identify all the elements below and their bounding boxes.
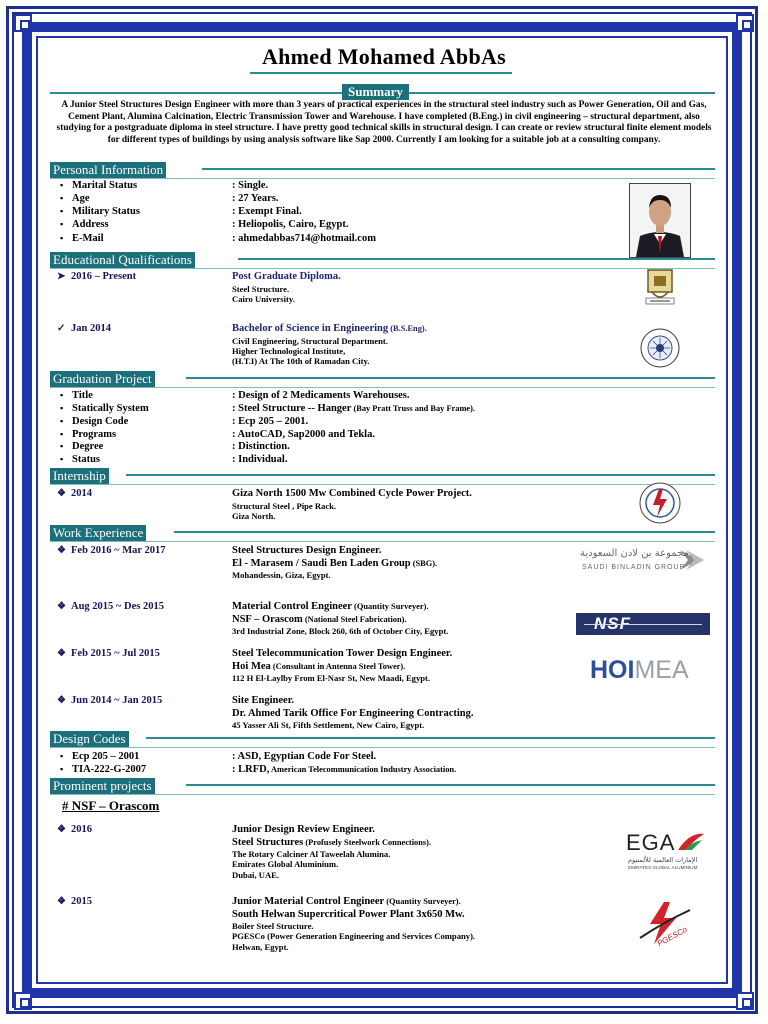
education-date: ➤ 2016 – Present	[57, 271, 137, 282]
project-entry: Junior Material Control Engineer (Quantity Surveyer). South Helwan Supercritical Power Plant 3x650 Mw. Boiler Steel Structure. PGESCo (Power Generation Engineering and Services Company). Helwan, Egypt.	[232, 896, 476, 952]
corner-ornament	[736, 992, 754, 1010]
work-date: ❖ Feb 2015 ~ Jul 2015	[57, 648, 160, 659]
project-date: ❖ 2015	[57, 896, 92, 907]
education-date: ✓ Jan 2014	[57, 323, 111, 334]
saudi-binladin-logo: مجموعة بن لادن السعودية SAUDI BINLADIN GROUP	[578, 546, 706, 576]
field-label: ▪ Title	[60, 389, 93, 402]
diamond-bullet-icon: ❖	[57, 695, 66, 706]
egyptian-electricity-logo	[637, 481, 683, 530]
profile-photo	[629, 183, 691, 258]
section-title: Internship	[50, 468, 109, 484]
candidate-name: Ahmed Mohamed AbbAs	[261, 44, 507, 69]
section-internship	[50, 468, 715, 484]
section-graduation	[50, 371, 715, 387]
work-entry: Site Engineer. Dr. Ahmed Tarik Office For Engineering Contracting. 45 Yasser Ali St, Fifth Settlement, New Cairo, Egypt.	[232, 695, 474, 730]
field-label: ▪ Statically System	[60, 402, 149, 415]
section-title: Design Codes	[50, 731, 129, 747]
field-value: : Individual.	[232, 454, 288, 465]
internship-date: ❖ 2014	[57, 488, 92, 499]
field-label: ▪ Military Status	[60, 205, 140, 218]
diamond-bullet-icon: ❖	[57, 648, 66, 659]
section-personal	[50, 162, 715, 178]
section-work	[50, 525, 715, 541]
field-label: ▪ Ecp 205 – 2001	[60, 750, 139, 763]
field-label: ▪ Degree	[60, 440, 103, 453]
work-date: ❖ Jun 2014 ~ Jan 2015	[57, 695, 163, 706]
education-entry: Bachelor of Science in Engineering (B.S.Eng). Civil Engineering, Structural Department. Higher Technological Institute, (H.T.I) At The 10th of Ramadan City.	[232, 323, 427, 367]
corner-ornament	[736, 14, 754, 32]
diamond-bullet-icon: ❖	[57, 488, 66, 499]
section-title: Personal Information	[50, 162, 166, 178]
work-entry: Steel Telecommunication Tower Design Engineer. Hoi Mea (Consultant in Antenna Steel Tower). 112 H El-Laylby From El-Nasr St, New Maadi, Egypt.	[232, 648, 453, 683]
field-label: ▪ Address	[60, 218, 109, 231]
diamond-bullet-icon: ❖	[57, 601, 66, 612]
hoimea-logo: HOIMEA	[590, 656, 689, 684]
cairo-university-logo	[642, 266, 678, 315]
field-value: : LRFD, American Telecommunication Industry Association.	[232, 764, 457, 775]
section-title: Work Experience	[50, 525, 146, 541]
field-value: : Design of 2 Medicaments Warehouses.	[232, 390, 410, 401]
field-label: ▪ E-Mail	[60, 232, 104, 245]
field-value: : AutoCAD, Sap2000 and Tekla.	[232, 429, 375, 440]
summary-title: Summary	[342, 84, 409, 100]
field-label: ▪ TIA-222-G-2007	[60, 763, 146, 776]
email-value: : ahmedabbas714@hotmail.com	[232, 233, 376, 244]
education-entry: Post Graduate Diploma. Steel Structure. Cairo University.	[232, 271, 341, 304]
work-entry: Steel Structures Design Engineer. El - Marasem / Saudi Ben Laden Group (SBG). Mohandessin, Giza, Egypt.	[232, 545, 438, 580]
section-title: Educational Qualifications	[50, 252, 195, 268]
field-value: : Ecp 205 – 2001.	[232, 416, 309, 427]
internship-entry: Giza North 1500 Mw Combined Cycle Power Project. Structural Steel , Pipe Rack. Giza North.	[232, 488, 472, 521]
field-label: ▪ Programs	[60, 428, 116, 441]
field-value: : ASD, Egyptian Code For Steel.	[232, 751, 377, 762]
project-date: ❖ 2016	[57, 824, 92, 835]
section-title: Prominent projects	[50, 778, 155, 794]
field-label: ▪ Marital Status	[60, 179, 137, 192]
hti-logo	[636, 326, 684, 375]
section-education	[50, 252, 715, 268]
field-value: : Steel Structure -- Hanger (Bay Pratt Truss and Bay Frame).	[232, 403, 476, 414]
field-value: : Exempt Final.	[232, 206, 302, 217]
arrow-icon: ➤	[57, 271, 66, 282]
nsf-logo: NSF	[576, 613, 710, 635]
section-title: Graduation Project	[50, 371, 155, 387]
project-entry: Junior Design Review Engineer. Steel Structures (Profusely Steelwork Connections). The Rotary Calciner Al Taweelah Alumina. Emirates Global Aluminium. Dubai, UAE.	[232, 824, 432, 880]
field-value: : Heliopolis, Cairo, Egypt.	[232, 219, 349, 230]
field-label: ▪ Status	[60, 453, 100, 466]
field-value: : Distinction.	[232, 441, 290, 452]
diamond-bullet-icon: ❖	[57, 545, 66, 556]
pgesco-logo: PGESCo	[634, 898, 694, 950]
summary-text: A Junior Steel Structures Design Engineer with more than 3 years of practical experiences in the structural steel industry such as Power Generation, Oil and Gas, Cement Plant, Alumina Calcination, Electric Transmission Tower and Warehouse. I have completed (B.Eng.) in civil engineering – structural department, also studying for a postgraduate diploma in steel structure. I have pretty good technical skills in structural design. I can create or review structural finite element models for different types of buildings by using analysis software like Sap 2000. Currently I am looking for a suitable job at a consulting company.	[56, 100, 712, 145]
name-underline	[250, 72, 512, 74]
diamond-bullet-icon: ❖	[57, 896, 66, 907]
corner-ornament	[14, 14, 32, 32]
section-codes	[50, 731, 715, 747]
diamond-bullet-icon: ❖	[57, 824, 66, 835]
ega-logo: EGA الإمارات العالمية للألمنيوم EMIRATES GLOBAL ALUMINIUM	[626, 830, 706, 874]
field-label: ▪ Design Code	[60, 415, 128, 428]
field-label: ▪ Age	[60, 192, 90, 205]
project-company: # NSF – Orascom	[62, 798, 160, 813]
field-value: : 27 Years.	[232, 193, 279, 204]
work-date: ❖ Aug 2015 ~ Des 2015	[57, 601, 164, 612]
work-entry: Material Control Engineer (Quantity Surveyer). NSF – Orascom (National Steel Fabrication). 3rd Industrial Zone, Block 260, 6th of October City, Egypt.	[232, 601, 449, 636]
summary-header	[50, 84, 715, 100]
check-icon: ✓	[57, 323, 66, 334]
section-projects	[50, 778, 715, 794]
corner-ornament	[14, 992, 32, 1010]
field-value: : Single.	[232, 180, 269, 191]
work-date: ❖ Feb 2016 ~ Mar 2017	[57, 545, 166, 556]
